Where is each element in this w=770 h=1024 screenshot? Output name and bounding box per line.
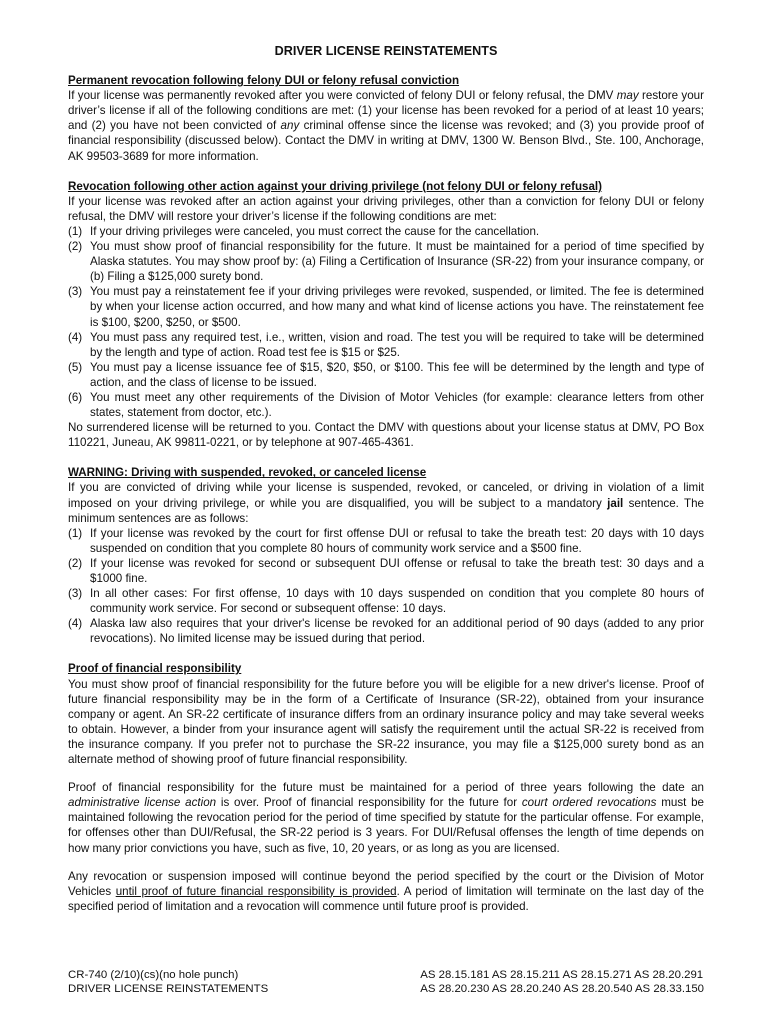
list-item: [68, 284, 704, 329]
item-number: (6): [68, 390, 83, 404]
text-run: If your license was permanently revoked after you were convicted of felony DUI or felony refusal, the DMV: [68, 89, 617, 103]
item-text: You must meet any other requirements of the Division of Motor Vehicles (for example: clearance letters from other states, statement from doctor, etc.).: [90, 390, 704, 420]
item-number: (3): [68, 285, 83, 299]
section-other-revocation: [68, 179, 704, 451]
item-text: In all other cases: For first offense, 10 days with 10 days suspended on condition that you complete 80 hours of community work service. For second or subsequent offense: 10 days.: [90, 587, 704, 616]
section-paragraph: [68, 869, 704, 914]
section-warning: [68, 465, 704, 646]
page-title: DRIVER LICENSE REINSTATEMENTS: [274, 44, 498, 58]
form-code: CR-740 (2/10)(cs)(no hole punch): [68, 969, 239, 981]
document-page: [68, 44, 704, 929]
emphasis-text: any: [280, 119, 300, 133]
item-number: (2): [68, 240, 83, 254]
section-paragraph: [68, 780, 704, 855]
section-financial-responsibility: [68, 661, 704, 913]
footer-form-info: [68, 968, 268, 996]
item-text: You must show proof of financial responsibility for the future. It must be maintained for a period of time specified by Alaska statutes. You may show proof by: (a) Filing a Certification of Insurance (SR-22) from your insurance company, or (b) Filing a $125,000 surety bond.: [90, 240, 704, 284]
section-paragraph: You must show proof of financial responsibility for the future before you will be eligible for a new driver's license. Proof of future financial responsibility may be in the form of a Certificate of Insurance (SR-22), obtained from your insurance company or agent. An SR-22 certificate of insurance differs from an ordinary insurance policy and may take several weeks to obtain. However, a binder from your insurance agent will satisfy the requirement until the actual SR-22 is received from the insurance company. If you prefer not to purchase the SR-22 insurance, you may file a $125,000 surety bond as an alternate method of showing proof of future financial responsibility.: [68, 677, 704, 767]
bold-text: jail: [607, 496, 624, 510]
list-item: [68, 330, 704, 360]
item-text: If your license was revoked by the court for first offense DUI or refusal to take the breath test: 20 days with 10 days suspended on condition that you complete 80 hours of community work service and a $500 fine.: [90, 526, 704, 555]
item-number: (3): [68, 587, 83, 601]
text-run: restore your driver’s license if all of the following conditions are met: (1) your license has been revoked for a period of at least 10 years; and (2) you have not been convicted of: [68, 89, 704, 133]
item-text: You must pay a reinstatement fee if your driving privileges were revoked, suspended, or limited. The fee is determined by when your license action occurred, and how many and what kind of license actions you have. The reinstatement fee is $100, $200, $250, or $500.: [90, 285, 704, 329]
emphasis-text: court ordered revocations: [521, 796, 657, 810]
item-number: (1): [68, 224, 83, 238]
text-run: . A period of limitation will terminate on the last day of the specified period of limitation and a revocation will commence until future proof is provided.: [68, 884, 704, 913]
item-number: (4): [68, 617, 83, 631]
sentences-list: [68, 526, 704, 647]
form-title: DRIVER LICENSE REINSTATEMENTS: [68, 983, 269, 995]
item-text: If your license was revoked for second or subsequent DUI offense or refusal to take the breath test: 30 days and a $1000 fine.: [90, 556, 704, 585]
statutes-line: AS 28.20.230 AS 28.20.240 AS 28.20.540 AS 28.33.150: [420, 983, 704, 995]
item-text: You must pass any required test, i.e., written, vision and road. The test you will be required to take will be determined by the length and type of action. Road test fee is $15 or $25.: [90, 330, 704, 359]
item-number: (1): [68, 526, 83, 540]
text-run: is over. Proof of financial responsibility for the future for: [216, 796, 522, 810]
section-heading: Permanent revocation following felony DUI or felony refusal conviction: [68, 74, 460, 88]
list-item: [68, 586, 704, 616]
footer-statutes: [420, 968, 704, 996]
underlined-text: until proof of future financial responsibility is provided: [115, 884, 397, 898]
list-item: [68, 224, 704, 239]
emphasis-text: may: [616, 89, 639, 103]
section-closing: No surrendered license will be returned to you. Contact the DMV with questions about your license status at DMV, PO Box 110221, Juneau, AK 99811-0221, or by telephone at 907-465-4361.: [68, 421, 704, 450]
section-heading: Revocation following other action against your driving privilege (not felony DUI or felony refusal): [68, 179, 603, 193]
text-run: Any revocation or suspension imposed will continue beyond the period specified by the court or the Division of Motor Vehicles: [68, 869, 704, 898]
text-run: criminal offense since the license was revoked; and (3) you provide proof of financial responsibility (discussed below). Contact the DMV in writing at DMV, 1300 W. Benson Blvd., Ste. 100, Anchorage, AK 99503-3689 for more information.: [68, 119, 704, 163]
item-number: (5): [68, 360, 83, 374]
section-paragraph: [68, 88, 704, 163]
list-item: [68, 616, 704, 646]
conditions-list: [68, 224, 704, 420]
item-text: Alaska law also requires that your driver's license be revoked for an additional period of 90 days (added to any prior revocations). No limited license may be issued during that period.: [90, 617, 704, 646]
list-item: [68, 239, 704, 284]
list-item: [68, 390, 704, 420]
text-run: must be maintained following the revocation period for the period of time specified by statute for the particular offense. For example, for offenses other than DUI/Refusal, the SR-22 period is 3 years. For DUI/Refusal offenses the length of time depends on how many prior convictions you have, such as five, 10, 20 years, or as long as you are licensed.: [68, 796, 705, 855]
text-run: sentence. The minimum sentences are as follows:: [68, 496, 704, 525]
section-heading: WARNING: Driving with suspended, revoked, or canceled license: [68, 466, 427, 480]
list-item: [68, 360, 704, 390]
text-run: If you are convicted of driving while your license is suspended, revoked, or canceled, or driving in violation of a limit imposed on your driving privilege, or while you are disqualified, you will be subject to a mandatory: [68, 481, 704, 510]
statutes-line: AS 28.15.181 AS 28.15.211 AS 28.15.271 AS 28.20.291: [420, 969, 704, 981]
emphasis-text: administrative license action: [68, 796, 217, 810]
list-item: [68, 526, 704, 556]
section-heading: Proof of financial responsibility: [68, 662, 242, 676]
item-number: (2): [68, 556, 83, 570]
item-number: (4): [68, 330, 83, 344]
section-intro: If your license was revoked after an action against your driving privileges, other than a conviction for felony DUI or felony refusal, the DMV will restore your driver’s license if the following conditions are met:: [68, 194, 704, 223]
list-item: [68, 556, 704, 586]
text-run: Proof of financial responsibility for the future must be maintained for a period of three years following the date an: [68, 781, 704, 795]
section-permanent-revocation: [68, 73, 704, 164]
item-text: You must pay a license issuance fee of $15, $20, $50, or $100. This fee will be determined by the length and type of action, and the class of license to be issued.: [90, 360, 704, 389]
item-text: If your driving privileges were canceled, you must correct the cause for the cancellation.: [90, 224, 540, 238]
section-intro: [68, 480, 704, 525]
